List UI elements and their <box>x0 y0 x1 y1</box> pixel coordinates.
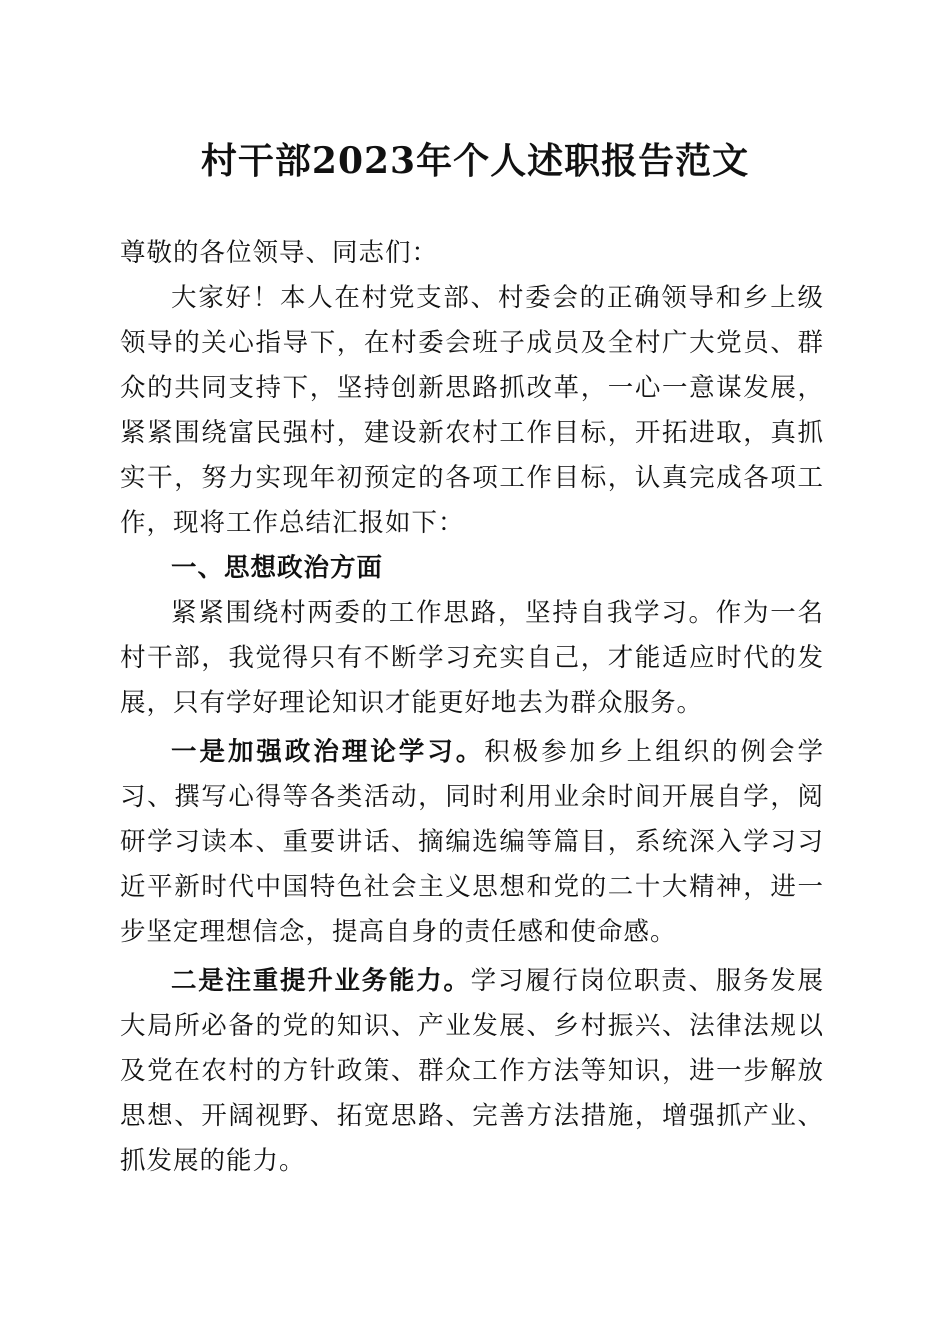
section-paragraph-ideology: 紧紧围绕村两委的工作思路，坚持自我学习。作为一名村干部，我觉得只有不断学习充实自己，才能适应时代的发展，只有学好理论知识才能更好地去为群众服务。 <box>120 598 824 718</box>
item-lead-theory-study: 一是加强政治理论学习。 <box>171 737 485 767</box>
salutation: 尊敬的各位领导、同志们： <box>120 238 439 268</box>
document-title: 村干部2023年个人述职报告范文 <box>200 140 750 182</box>
item-paragraph-theory-study <box>120 730 824 955</box>
item-text-business-ability: 学习履行岗位职责、服务发展大局所必备的党的知识、产业发展、乡村振兴、法律法规以及党在农村的方针政策、群众工作方法等知识，进一步解放思想、开阔视野、拓宽思路、完善方法措施，增强抓产业、抓发展的能力。 <box>120 966 824 1176</box>
intro-paragraph: 大家好！本人在村党支部、村委会的正确领导和乡上级领导的关心指导下，在村委会班子成员及全村广大党员、群众的共同支持下，坚持创新思路抓改革，一心一意谋发展，紧紧围绕富民强村，建设新农村工作目标，开拓进取，真抓实干，努力实现年初预定的各项工作目标，认真完成各项工作，现将工作总结汇报如下： <box>120 283 824 538</box>
item-lead-business-ability: 二是注重提升业务能力。 <box>171 966 471 996</box>
section-heading-ideology: 一、思想政治方面 <box>171 553 384 583</box>
document-body <box>120 231 824 1184</box>
item-text-theory-study: 积极参加乡上组织的例会学习、撰写心得等各类活动，同时利用业余时间开展自学，阅研学习读本、重要讲话、摘编选编等篇目，系统深入学习习近平新时代中国特色社会主义思想和党的二十大精神，进一步坚定理想信念，提高自身的责任感和使命感。 <box>120 737 824 947</box>
item-paragraph-business-ability <box>120 959 824 1184</box>
